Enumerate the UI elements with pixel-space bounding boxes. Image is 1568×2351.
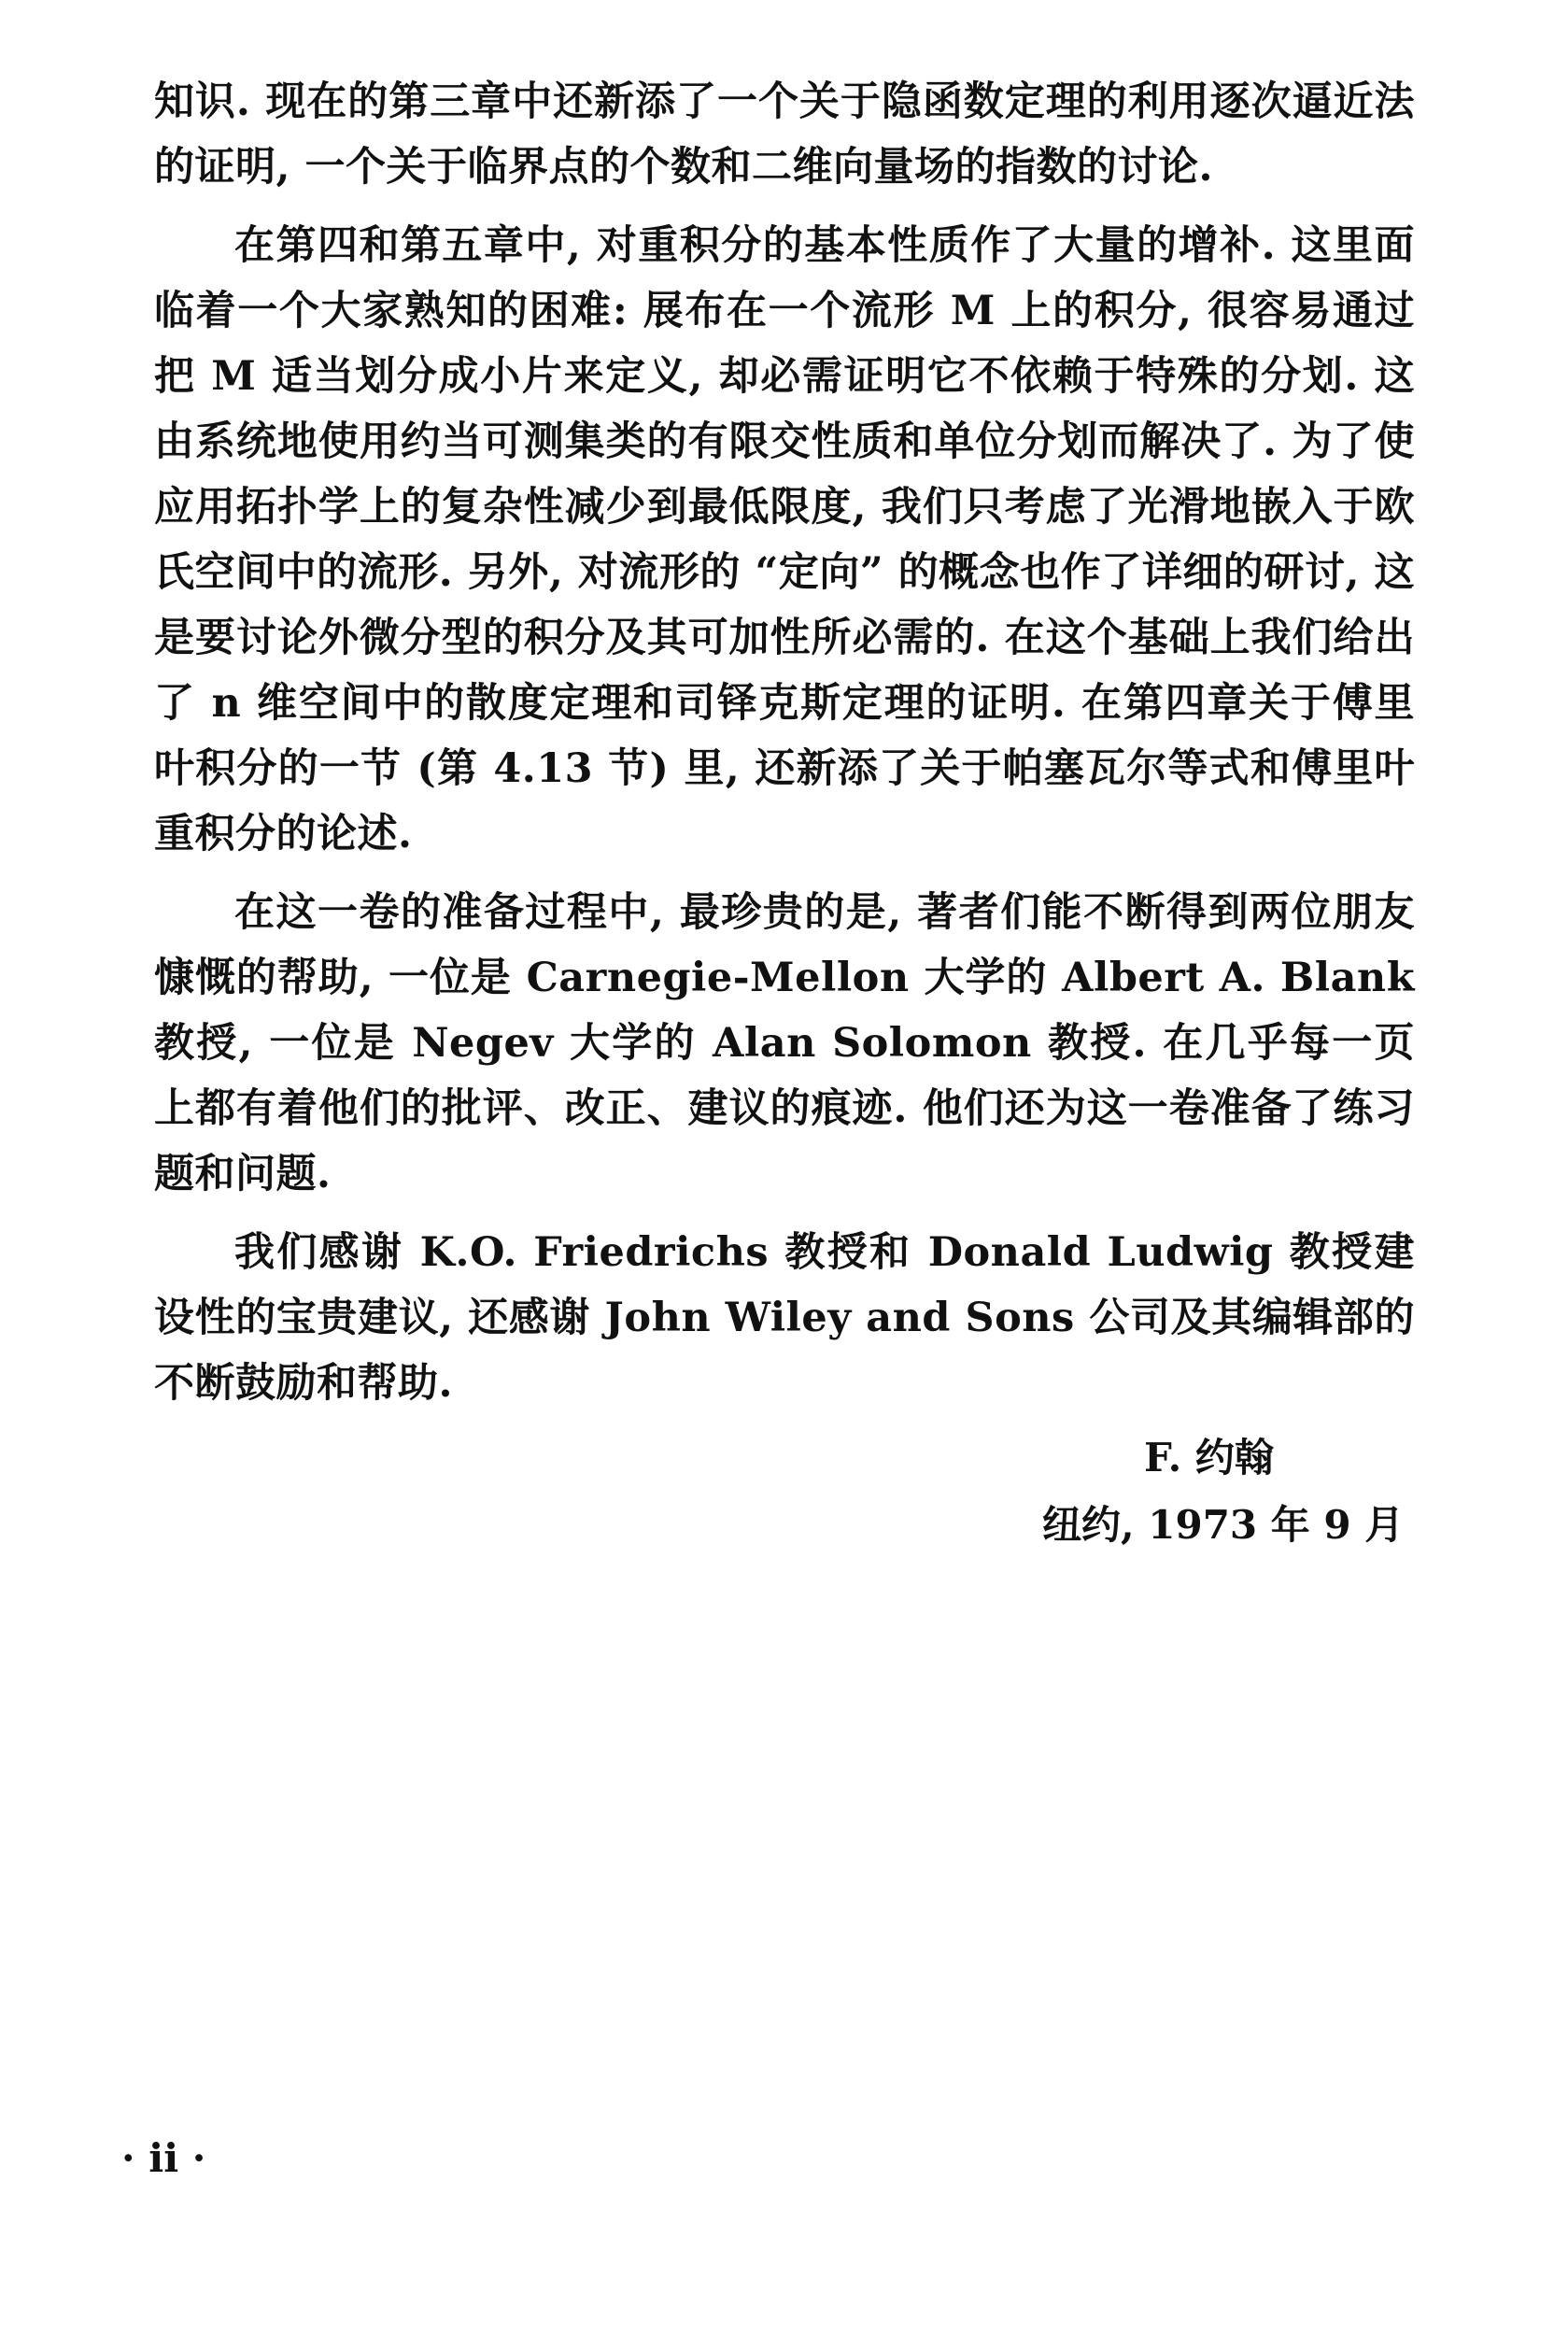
- paragraph-4: 我们感谢 K.O. Friedrichs 教授和 Donald Ludwig 教授建设性的宝贵建议, 还感谢 John Wiley and Sons 公司及其编辑部的不断鼓励和帮助.: [154, 1229, 1415, 1407]
- paragraph-2: 在第四和第五章中, 对重积分的基本性质作了大量的增补. 这里面临着一个大家熟知的困难: 展布在一个流形 M 上的积分, 很容易通过把 M 适当划分成小片来定义, 却必需证明它不依赖于特殊的分划. 这由系统地使用约当可测集类的有限交性质和单位分划而解决了. 为了使应用拓扑学上的复杂性减少到最低限度, 我们只考虑了光滑地嵌入于欧氏空间中的流形. 另外, 对流形的 “定向” 的概念也作了详细的研讨, 这是要讨论外微分型的积分及其可加性所必需的. 在这个基础上我们给出了 n 维空间中的散度定理和司铎克斯定理的证明. 在第四章关于傅里叶积分的一节 (第 4.13 节) 里, 还新添了关于帕塞瓦尔等式和傅里叶重积分的论述.: [154, 222, 1415, 857]
- page-number: · ii ·: [121, 2135, 206, 2181]
- signature-place-date: 纽约, 1973 年 9 月: [1042, 1502, 1405, 1548]
- paragraph-1: 知识. 现在的第三章中还新添了一个关于隐函数定理的利用逐次逼近法的证明, 一个关于临界点的个数和二维向量场的指数的讨论.: [154, 78, 1415, 191]
- signature-name: F. 约翰: [1144, 1435, 1274, 1480]
- preface-body: [154, 69, 1415, 1416]
- paragraph-3: 在这一卷的准备过程中, 最珍贵的是, 著者们能不断得到两位朋友慷慨的帮助, 一位是 Carnegie-Mellon 大学的 Albert A. Blank 教授, 一位是 Negev 大学的 Alan Solomon 教授. 在几乎每一页上都有着他们的批评、改正、建议的痕迹. 他们还为这一卷准备了练习题和问题.: [154, 889, 1415, 1197]
